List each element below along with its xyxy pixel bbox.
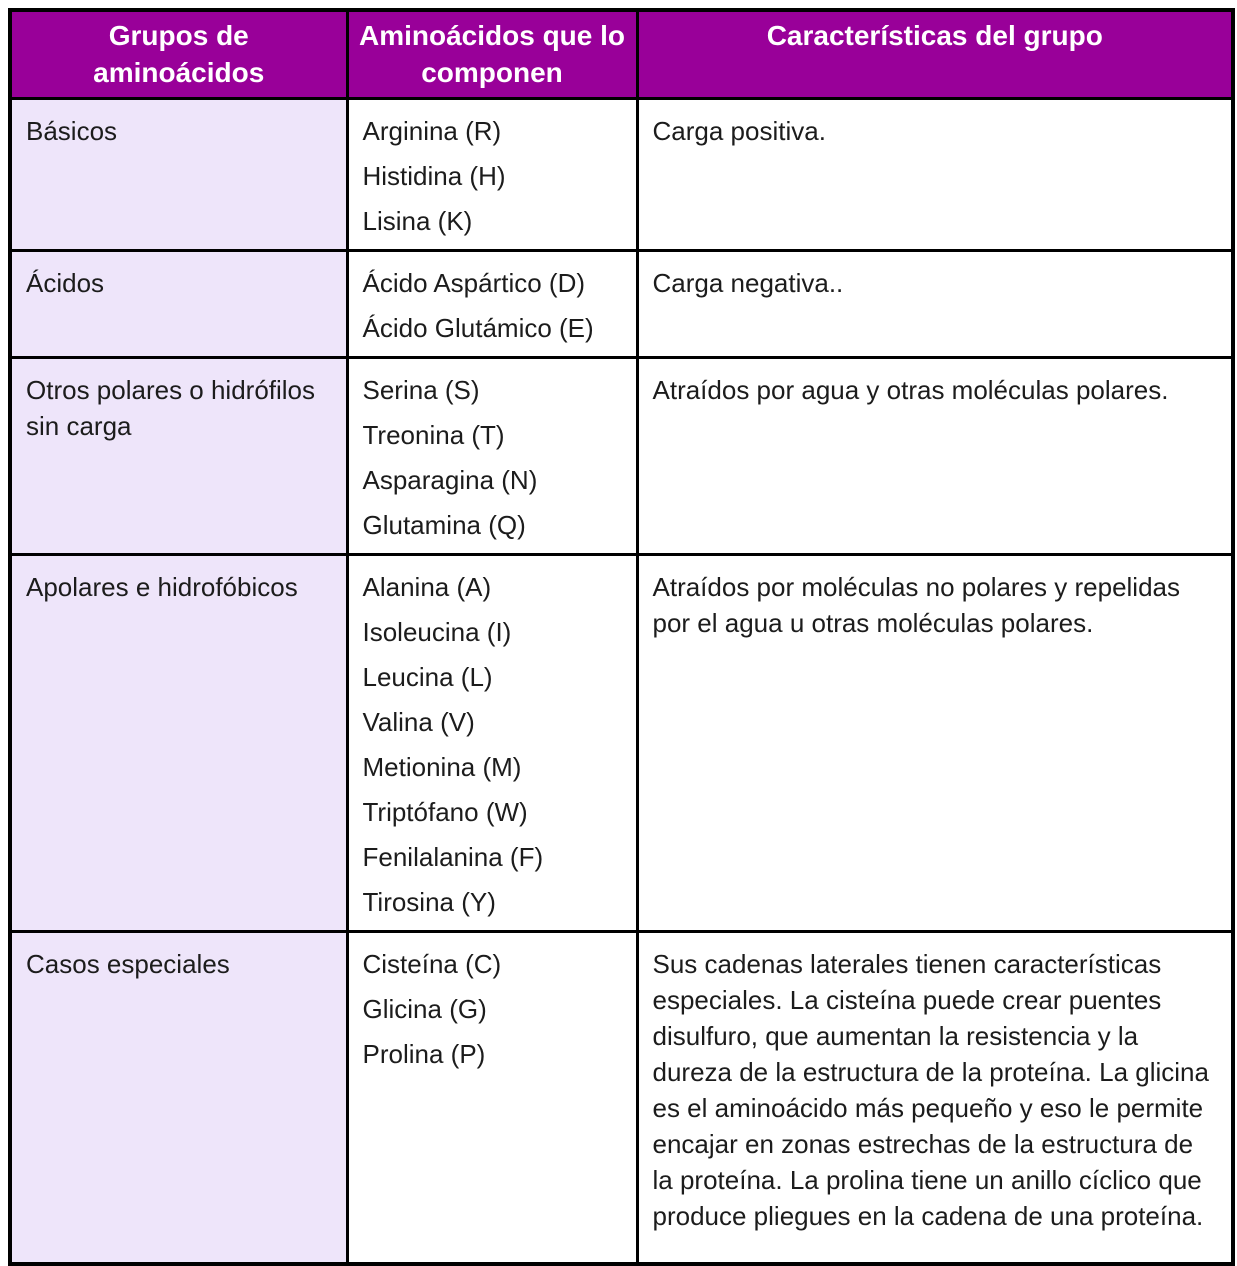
amino-acid-item: Treonina (T) (362, 420, 505, 450)
characteristics-cell: Carga negativa.. (637, 251, 1233, 358)
amino-acid-item: Glutamina (Q) (362, 510, 526, 540)
amino-acid-item: Ácido Glutámico (E) (362, 313, 594, 343)
group-name-cell: Básicos (10, 99, 347, 251)
amino-acid-item: Triptófano (W) (362, 797, 528, 827)
amino-acid-list-cell (347, 555, 637, 932)
amino-acid-item: Ácido Aspártico (D) (362, 268, 586, 298)
table-row (10, 251, 1233, 358)
amino-acid-item: Fenilalanina (F) (362, 842, 544, 872)
group-name-cell: Ácidos (10, 251, 347, 358)
amino-acid-item: Serina (S) (362, 375, 480, 405)
header-aminoacidos-que-lo-componen: Aminoácidos que lo componen (347, 10, 637, 99)
amino-acid-item: Asparagina (N) (362, 465, 538, 495)
amino-acid-item: Leucina (L) (362, 662, 493, 692)
amino-acid-item: Tirosina (Y) (362, 887, 496, 917)
amino-acid-list-cell (347, 99, 637, 251)
characteristics-cell: Atraídos por moléculas no polares y repelidas por el agua u otras moléculas polares. (637, 555, 1233, 932)
group-name-cell: Otros polares o hidrófilos sin carga (10, 358, 347, 555)
amino-acid-groups-table (8, 8, 1235, 1266)
table-header-row (10, 10, 1233, 99)
amino-acid-item: Cisteína (C) (362, 949, 502, 979)
header-caracteristicas-del-grupo: Características del grupo (637, 10, 1233, 99)
header-grupos-de-aminoacidos: Grupos de aminoácidos (10, 10, 347, 99)
characteristics-cell: Carga positiva. (637, 99, 1233, 251)
group-name-cell: Apolares e hidrofóbicos (10, 555, 347, 932)
amino-acid-list-cell (347, 358, 637, 555)
amino-acid-item: Prolina (P) (362, 1039, 486, 1069)
amino-acid-item: Metionina (M) (362, 752, 522, 782)
amino-acid-item: Arginina (R) (362, 116, 502, 146)
amino-acid-item: Valina (V) (362, 707, 475, 737)
group-name-cell: Casos especiales (10, 932, 347, 1264)
table-row (10, 358, 1233, 555)
amino-acid-list-cell (347, 932, 637, 1264)
amino-acid-item: Glicina (G) (362, 994, 487, 1024)
table-row (10, 555, 1233, 932)
characteristics-cell: Sus cadenas laterales tienen características especiales. La cisteína puede crear puentes disulfuro, que aumentan la resistencia y la dureza de la estructura de la proteína. La glicina es el aminoácido más pequeño y eso le permite encajar en zonas estrechas de la estructura de la proteína. La prolina tiene un anillo cíclico que produce pliegues en la cadena de una proteína. (637, 932, 1233, 1264)
amino-acid-item: Lisina (K) (362, 206, 473, 236)
amino-acid-list-cell (347, 251, 637, 358)
table-row (10, 99, 1233, 251)
characteristics-cell: Atraídos por agua y otras moléculas polares. (637, 358, 1233, 555)
amino-acid-item: Alanina (A) (362, 572, 492, 602)
table-row (10, 932, 1233, 1264)
amino-acid-item: Histidina (H) (362, 161, 506, 191)
amino-acid-item: Isoleucina (I) (362, 617, 512, 647)
table-body (10, 99, 1233, 1264)
